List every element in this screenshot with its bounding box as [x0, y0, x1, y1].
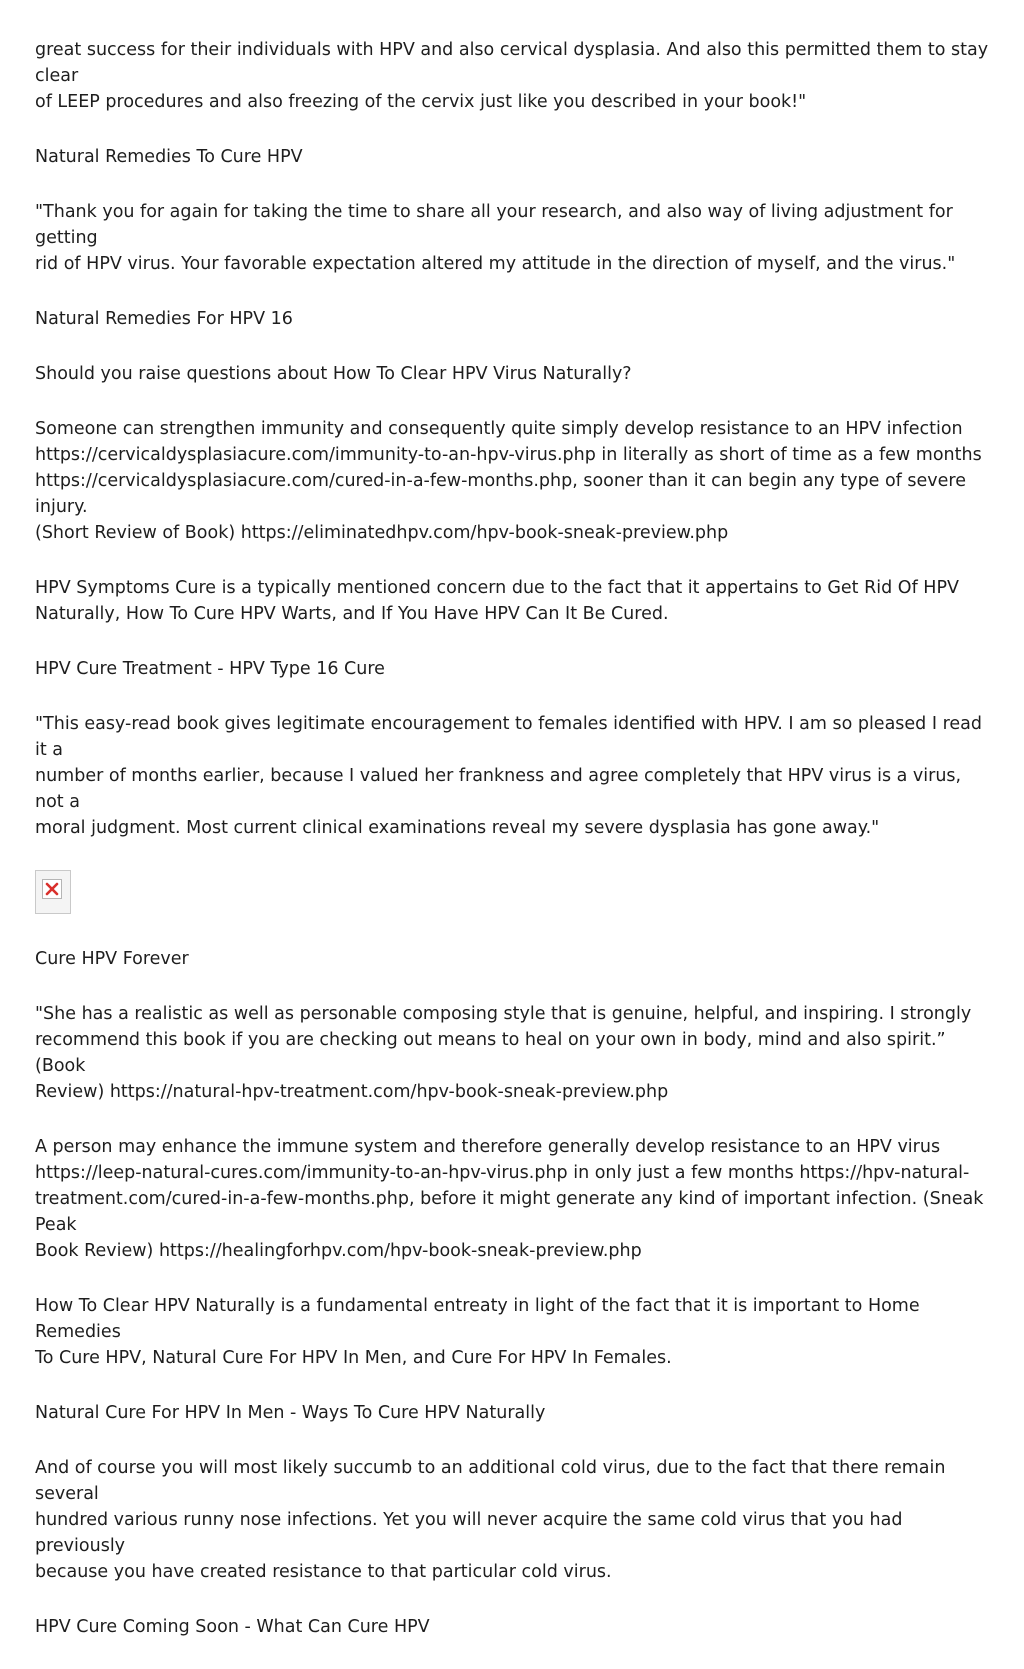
- text-line: https://leep-natural-cures.com/immunity-to-an-hpv-virus.php in only just a few months https://hpv-natural-: [35, 1163, 970, 1183]
- paragraph-questions: [35, 361, 990, 387]
- paragraph-strengthen-immunity: [35, 416, 990, 546]
- heading-natural-remedies-16: [35, 306, 990, 332]
- paragraph-testimonial-leep: [35, 37, 990, 115]
- text-line: Should you raise questions about How To Clear HPV Virus Naturally?: [35, 364, 632, 384]
- heading-cure-treatment: [35, 656, 990, 682]
- text-line: HPV Cure Coming Soon - What Can Cure HPV: [35, 1617, 430, 1637]
- text-line: recommend this book if you are checking out means to heal on your own in body, mind and also spirit.” (Book: [35, 1030, 946, 1076]
- paragraph-testimonial-easy-read: [35, 711, 990, 841]
- text-line: A person may enhance the immune system and therefore generally develop resistance to an HPV virus: [35, 1137, 941, 1157]
- text-line: great success for their individuals with HPV and also cervical dysplasia. And also this permitted them to stay clear: [35, 40, 989, 86]
- text-line: moral judgment. Most current clinical examinations reveal my severe dysplasia has gone away.": [35, 818, 880, 838]
- text-line: treatment.com/cured-in-a-few-months.php, before it might generate any kind of important infection. (Sneak Peak: [35, 1189, 984, 1235]
- text-line: To Cure HPV, Natural Cure For HPV In Men, and Cure For HPV In Females.: [35, 1348, 672, 1368]
- x-mark-icon: [45, 882, 59, 896]
- text-line: "She has a realistic as well as personable composing style that is genuine, helpful, and inspiring. I strongly: [35, 1004, 972, 1024]
- text-line: https://cervicaldysplasiacure.com/immunity-to-an-hpv-virus.php in literally as short of time as a few months: [35, 445, 982, 465]
- broken-image-frame: [42, 879, 62, 899]
- broken-image-icon: [35, 870, 71, 914]
- text-line: Natural Remedies To Cure HPV: [35, 147, 303, 167]
- text-line: because you have created resistance to that particular cold virus.: [35, 1562, 612, 1582]
- paragraph-enhance-immune: [35, 1134, 990, 1264]
- text-line: And of course you will most likely succumb to an additional cold virus, due to the fact that there remain several: [35, 1458, 946, 1504]
- text-line: Book Review) https://healingforhpv.com/hpv-book-sneak-preview.php: [35, 1241, 642, 1261]
- paragraph-testimonial-thank-you: [35, 199, 990, 277]
- text-line: HPV Symptoms Cure is a typically mentioned concern due to the fact that it appertains to Get Rid Of HPV: [35, 578, 959, 598]
- heading-cure-forever: [35, 946, 990, 972]
- document-body: [35, 37, 990, 1669]
- text-line: number of months earlier, because I valued her frankness and agree completely that HPV virus is a virus, not a: [35, 766, 962, 812]
- text-line: "Thank you for again for taking the time to share all your research, and also way of living adjustment for getting: [35, 202, 953, 248]
- text-line: (Short Review of Book) https://eliminatedhpv.com/hpv-book-sneak-preview.php: [35, 523, 729, 543]
- paragraph-cold-virus: [35, 1455, 990, 1585]
- heading-cure-coming-soon: [35, 1614, 990, 1640]
- text-line: rid of HPV virus. Your favorable expectation altered my attitude in the direction of myself, and the virus.": [35, 254, 956, 274]
- text-line: Review) https://natural-hpv-treatment.com/hpv-book-sneak-preview.php: [35, 1082, 669, 1102]
- text-line: HPV Cure Treatment - HPV Type 16 Cure: [35, 659, 385, 679]
- text-line: "This easy-read book gives legitimate encouragement to females identified with HPV. I am so pleased I read it a: [35, 714, 982, 760]
- text-line: Someone can strengthen immunity and consequently quite simply develop resistance to an HPV infection: [35, 419, 963, 439]
- heading-natural-cure-men: [35, 1400, 990, 1426]
- text-line: hundred various runny nose infections. Yet you will never acquire the same cold virus that you had previously: [35, 1510, 903, 1556]
- paragraph-clear-naturally: [35, 1293, 990, 1371]
- text-line: How To Clear HPV Naturally is a fundamental entreaty in light of the fact that it is important to Home Remedies: [35, 1296, 920, 1342]
- heading-natural-remedies-cure: [35, 144, 990, 170]
- paragraph-symptoms-cure: [35, 575, 990, 627]
- text-line: Naturally, How To Cure HPV Warts, and If You Have HPV Can It Be Cured.: [35, 604, 669, 624]
- text-line: https://cervicaldysplasiacure.com/cured-in-a-few-months.php, sooner than it can begin any type of severe injury.: [35, 471, 966, 517]
- text-line: Natural Cure For HPV In Men - Ways To Cure HPV Naturally: [35, 1403, 546, 1423]
- paragraph-testimonial-realistic: [35, 1001, 990, 1105]
- text-line: of LEEP procedures and also freezing of the cervix just like you described in your book!": [35, 92, 807, 112]
- text-line: Natural Remedies For HPV 16: [35, 309, 293, 329]
- text-line: Cure HPV Forever: [35, 949, 189, 969]
